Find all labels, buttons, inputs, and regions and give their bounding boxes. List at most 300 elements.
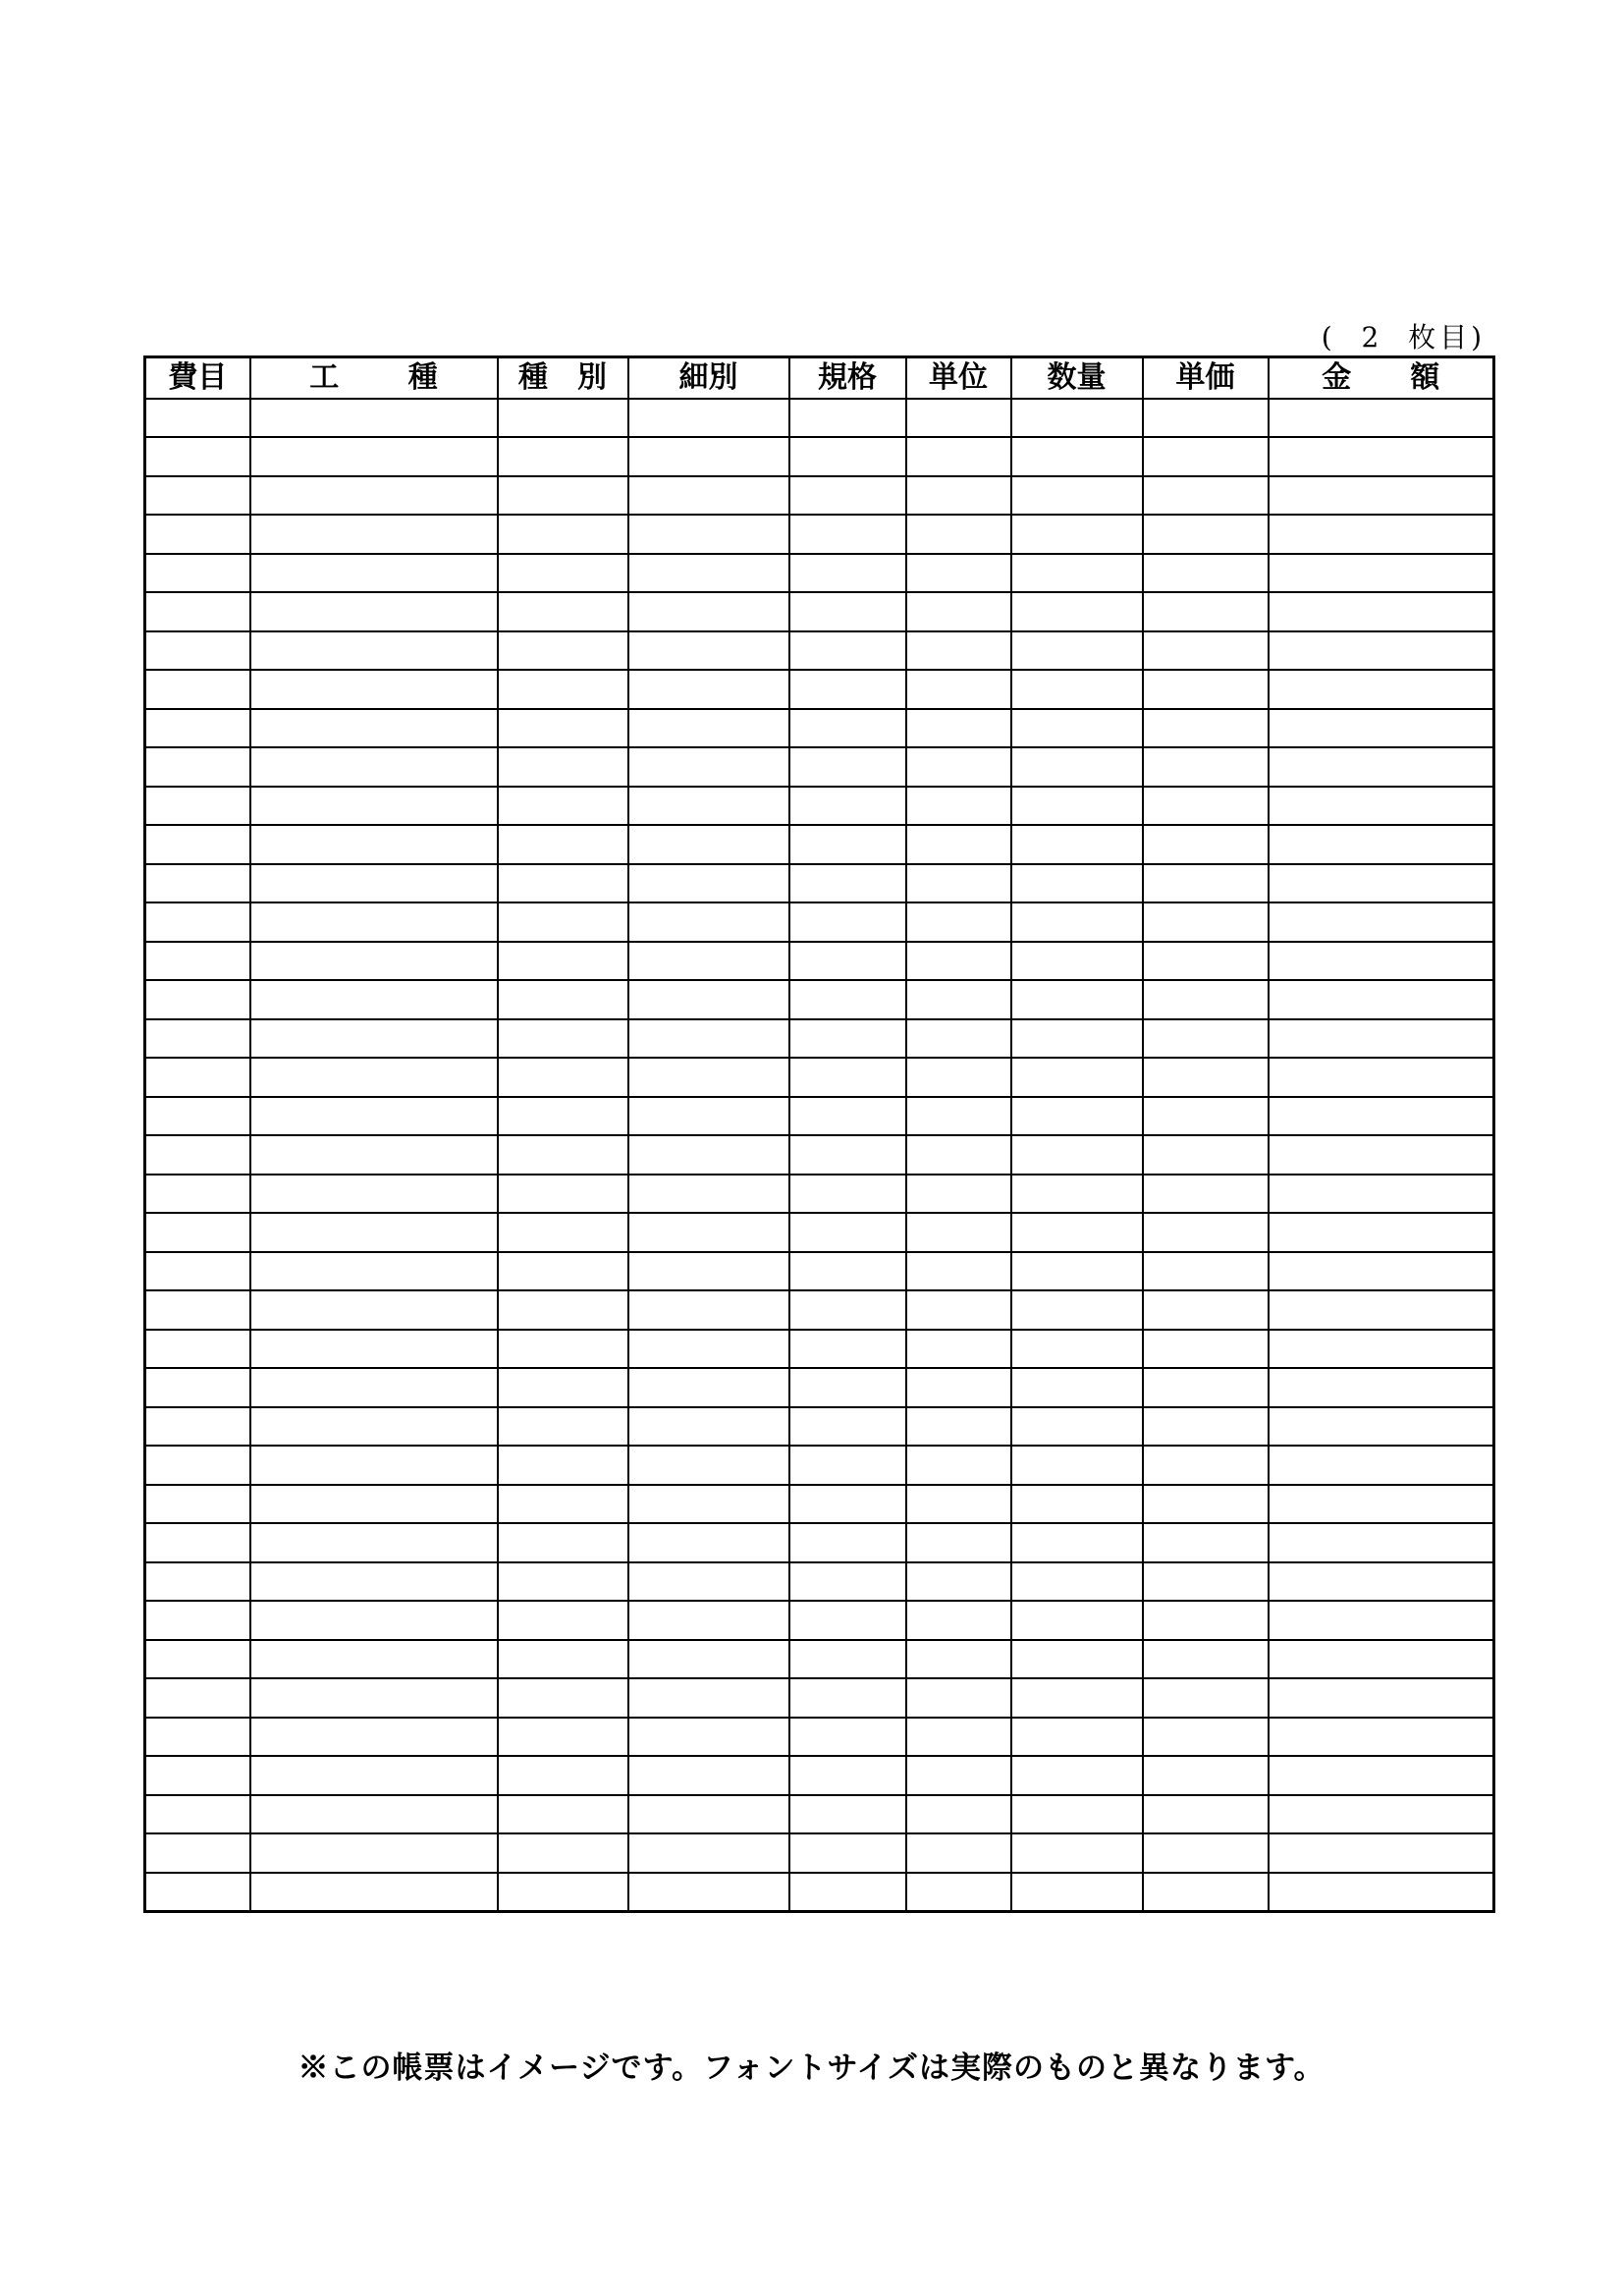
table-cell[interactable] [1269, 1407, 1494, 1447]
table-cell[interactable] [1011, 1213, 1143, 1252]
table-cell[interactable] [1011, 476, 1143, 516]
table-cell[interactable] [628, 1252, 789, 1291]
table-cell[interactable] [906, 1252, 1011, 1291]
table-cell[interactable] [498, 1756, 628, 1795]
table-cell[interactable] [906, 1019, 1011, 1059]
table-cell[interactable] [906, 1795, 1011, 1834]
table-cell[interactable] [145, 1368, 250, 1407]
table-cell[interactable] [789, 399, 906, 438]
table-cell[interactable] [789, 1873, 906, 1912]
table-cell[interactable] [498, 825, 628, 864]
table-cell[interactable] [1269, 476, 1494, 516]
table-cell[interactable] [628, 1368, 789, 1407]
table-cell[interactable] [906, 1485, 1011, 1524]
table-cell[interactable] [498, 1485, 628, 1524]
table-cell[interactable] [1143, 709, 1269, 748]
table-cell[interactable] [498, 864, 628, 903]
table-cell[interactable] [250, 1058, 498, 1097]
table-cell[interactable] [498, 1135, 628, 1175]
table-cell[interactable] [250, 1833, 498, 1873]
table-cell[interactable] [1011, 787, 1143, 826]
table-cell[interactable] [250, 1640, 498, 1679]
table-cell[interactable] [145, 1407, 250, 1447]
table-cell[interactable] [1269, 1135, 1494, 1175]
table-cell[interactable] [498, 902, 628, 942]
table-cell[interactable] [145, 787, 250, 826]
table-cell[interactable] [1143, 1795, 1269, 1834]
table-cell[interactable] [250, 1330, 498, 1369]
table-cell[interactable] [906, 1446, 1011, 1485]
table-cell[interactable] [498, 1562, 628, 1602]
table-cell[interactable] [1143, 1019, 1269, 1059]
table-cell[interactable] [628, 942, 789, 981]
table-cell[interactable] [145, 670, 250, 709]
table-cell[interactable] [1143, 1058, 1269, 1097]
table-cell[interactable] [1269, 1795, 1494, 1834]
table-cell[interactable] [1269, 1601, 1494, 1640]
table-cell[interactable] [1269, 747, 1494, 787]
table-cell[interactable] [498, 1523, 628, 1562]
table-cell[interactable] [1011, 592, 1143, 631]
table-cell[interactable] [1143, 787, 1269, 826]
table-cell[interactable] [906, 1407, 1011, 1447]
table-cell[interactable] [789, 864, 906, 903]
table-cell[interactable] [789, 1756, 906, 1795]
table-cell[interactable] [498, 980, 628, 1019]
table-cell[interactable] [906, 670, 1011, 709]
table-cell[interactable] [1143, 1175, 1269, 1214]
table-cell[interactable] [906, 942, 1011, 981]
table-cell[interactable] [1143, 1601, 1269, 1640]
table-cell[interactable] [789, 1058, 906, 1097]
table-cell[interactable] [1011, 825, 1143, 864]
table-cell[interactable] [1011, 942, 1143, 981]
table-cell[interactable] [789, 709, 906, 748]
table-cell[interactable] [1269, 1330, 1494, 1369]
table-cell[interactable] [1011, 864, 1143, 903]
table-cell[interactable] [1143, 1873, 1269, 1912]
table-cell[interactable] [906, 980, 1011, 1019]
table-cell[interactable] [1269, 399, 1494, 438]
table-cell[interactable] [145, 747, 250, 787]
table-cell[interactable] [1011, 1562, 1143, 1602]
table-cell[interactable] [1011, 1678, 1143, 1718]
table-cell[interactable] [1269, 554, 1494, 593]
table-cell[interactable] [789, 1485, 906, 1524]
table-cell[interactable] [498, 631, 628, 671]
table-cell[interactable] [1269, 1290, 1494, 1330]
table-cell[interactable] [1143, 476, 1269, 516]
table-cell[interactable] [789, 670, 906, 709]
table-cell[interactable] [628, 670, 789, 709]
table-cell[interactable] [250, 980, 498, 1019]
table-cell[interactable] [1143, 747, 1269, 787]
table-cell[interactable] [1011, 1446, 1143, 1485]
table-cell[interactable] [498, 747, 628, 787]
table-cell[interactable] [628, 1640, 789, 1679]
table-cell[interactable] [145, 1833, 250, 1873]
table-cell[interactable] [250, 554, 498, 593]
table-cell[interactable] [789, 1175, 906, 1214]
table-cell[interactable] [906, 1368, 1011, 1407]
table-cell[interactable] [250, 1795, 498, 1834]
table-cell[interactable] [1269, 864, 1494, 903]
table-cell[interactable] [906, 747, 1011, 787]
table-cell[interactable] [1269, 1756, 1494, 1795]
table-cell[interactable] [250, 1368, 498, 1407]
table-cell[interactable] [1143, 1523, 1269, 1562]
table-cell[interactable] [250, 787, 498, 826]
table-cell[interactable] [1269, 825, 1494, 864]
table-cell[interactable] [906, 1678, 1011, 1718]
table-cell[interactable] [1269, 980, 1494, 1019]
table-cell[interactable] [1011, 399, 1143, 438]
table-cell[interactable] [498, 787, 628, 826]
table-cell[interactable] [906, 1097, 1011, 1136]
table-cell[interactable] [1143, 1097, 1269, 1136]
table-cell[interactable] [1011, 747, 1143, 787]
table-cell[interactable] [789, 1678, 906, 1718]
table-cell[interactable] [145, 1330, 250, 1369]
table-cell[interactable] [1011, 980, 1143, 1019]
table-cell[interactable] [628, 787, 789, 826]
table-cell[interactable] [906, 902, 1011, 942]
table-cell[interactable] [498, 1175, 628, 1214]
table-cell[interactable] [628, 1097, 789, 1136]
table-cell[interactable] [498, 1097, 628, 1136]
table-cell[interactable] [1011, 709, 1143, 748]
table-cell[interactable] [789, 1330, 906, 1369]
table-cell[interactable] [250, 670, 498, 709]
table-cell[interactable] [789, 787, 906, 826]
table-cell[interactable] [250, 709, 498, 748]
table-cell[interactable] [250, 437, 498, 476]
table-cell[interactable] [1269, 709, 1494, 748]
table-cell[interactable] [628, 399, 789, 438]
table-cell[interactable] [628, 902, 789, 942]
table-cell[interactable] [498, 1833, 628, 1873]
table-cell[interactable] [1143, 1252, 1269, 1291]
table-cell[interactable] [1269, 1873, 1494, 1912]
table-cell[interactable] [1143, 1718, 1269, 1757]
table-cell[interactable] [250, 631, 498, 671]
table-cell[interactable] [1269, 592, 1494, 631]
table-cell[interactable] [250, 1756, 498, 1795]
table-cell[interactable] [1011, 1368, 1143, 1407]
table-cell[interactable] [498, 670, 628, 709]
table-cell[interactable] [145, 1640, 250, 1679]
table-cell[interactable] [250, 592, 498, 631]
table-cell[interactable] [628, 1718, 789, 1757]
table-cell[interactable] [250, 1523, 498, 1562]
table-cell[interactable] [498, 399, 628, 438]
table-cell[interactable] [250, 1562, 498, 1602]
table-cell[interactable] [145, 515, 250, 554]
table-cell[interactable] [250, 825, 498, 864]
table-cell[interactable] [145, 1795, 250, 1834]
table-cell[interactable] [906, 437, 1011, 476]
table-cell[interactable] [1269, 1718, 1494, 1757]
table-cell[interactable] [1143, 1446, 1269, 1485]
table-cell[interactable] [498, 1330, 628, 1369]
table-cell[interactable] [145, 1678, 250, 1718]
table-cell[interactable] [1011, 1097, 1143, 1136]
table-cell[interactable] [628, 1213, 789, 1252]
table-cell[interactable] [1011, 670, 1143, 709]
table-cell[interactable] [1143, 1562, 1269, 1602]
table-cell[interactable] [1011, 1873, 1143, 1912]
table-cell[interactable] [906, 709, 1011, 748]
table-cell[interactable] [789, 1446, 906, 1485]
table-cell[interactable] [498, 942, 628, 981]
table-cell[interactable] [250, 1407, 498, 1447]
table-cell[interactable] [789, 1601, 906, 1640]
table-cell[interactable] [145, 1523, 250, 1562]
table-cell[interactable] [906, 787, 1011, 826]
table-cell[interactable] [498, 1446, 628, 1485]
table-cell[interactable] [1011, 1795, 1143, 1834]
table-cell[interactable] [498, 1252, 628, 1291]
table-cell[interactable] [1011, 631, 1143, 671]
table-cell[interactable] [1143, 515, 1269, 554]
table-cell[interactable] [628, 1873, 789, 1912]
table-cell[interactable] [1011, 1485, 1143, 1524]
table-cell[interactable] [498, 1019, 628, 1059]
table-cell[interactable] [498, 1368, 628, 1407]
table-cell[interactable] [1269, 1058, 1494, 1097]
table-cell[interactable] [1011, 515, 1143, 554]
table-cell[interactable] [1143, 1290, 1269, 1330]
table-cell[interactable] [250, 1718, 498, 1757]
table-cell[interactable] [1011, 1330, 1143, 1369]
table-cell[interactable] [906, 1523, 1011, 1562]
table-cell[interactable] [789, 902, 906, 942]
table-cell[interactable] [145, 437, 250, 476]
table-cell[interactable] [1269, 1368, 1494, 1407]
table-cell[interactable] [628, 1058, 789, 1097]
table-cell[interactable] [789, 1097, 906, 1136]
table-cell[interactable] [628, 864, 789, 903]
table-cell[interactable] [1269, 1562, 1494, 1602]
table-cell[interactable] [498, 437, 628, 476]
table-cell[interactable] [906, 1756, 1011, 1795]
table-cell[interactable] [145, 592, 250, 631]
table-cell[interactable] [1269, 437, 1494, 476]
table-cell[interactable] [789, 1213, 906, 1252]
table-cell[interactable] [906, 631, 1011, 671]
table-cell[interactable] [906, 1213, 1011, 1252]
table-cell[interactable] [498, 1058, 628, 1097]
table-cell[interactable] [145, 942, 250, 981]
table-cell[interactable] [1143, 1833, 1269, 1873]
table-cell[interactable] [1269, 1446, 1494, 1485]
table-cell[interactable] [1143, 1213, 1269, 1252]
table-cell[interactable] [498, 1213, 628, 1252]
table-cell[interactable] [789, 631, 906, 671]
table-cell[interactable] [145, 1252, 250, 1291]
table-cell[interactable] [250, 902, 498, 942]
table-cell[interactable] [906, 399, 1011, 438]
table-cell[interactable] [1143, 592, 1269, 631]
table-cell[interactable] [1011, 1718, 1143, 1757]
table-cell[interactable] [789, 476, 906, 516]
table-cell[interactable] [1011, 1407, 1143, 1447]
table-cell[interactable] [1143, 825, 1269, 864]
table-cell[interactable] [145, 1873, 250, 1912]
table-cell[interactable] [628, 1175, 789, 1214]
table-cell[interactable] [1011, 1175, 1143, 1214]
table-cell[interactable] [250, 399, 498, 438]
table-cell[interactable] [145, 1756, 250, 1795]
table-cell[interactable] [906, 1330, 1011, 1369]
table-cell[interactable] [906, 825, 1011, 864]
table-cell[interactable] [628, 592, 789, 631]
table-cell[interactable] [628, 515, 789, 554]
table-cell[interactable] [789, 1019, 906, 1059]
table-cell[interactable] [250, 1019, 498, 1059]
table-cell[interactable] [1011, 1290, 1143, 1330]
table-cell[interactable] [145, 554, 250, 593]
table-cell[interactable] [498, 476, 628, 516]
table-cell[interactable] [1269, 1213, 1494, 1252]
table-cell[interactable] [628, 1833, 789, 1873]
table-cell[interactable] [628, 747, 789, 787]
table-cell[interactable] [1269, 1833, 1494, 1873]
table-cell[interactable] [145, 1175, 250, 1214]
table-cell[interactable] [250, 1446, 498, 1485]
table-cell[interactable] [1269, 1523, 1494, 1562]
table-cell[interactable] [789, 1718, 906, 1757]
table-cell[interactable] [145, 1601, 250, 1640]
table-cell[interactable] [250, 476, 498, 516]
table-cell[interactable] [1143, 1330, 1269, 1369]
table-cell[interactable] [628, 1446, 789, 1485]
table-cell[interactable] [1143, 1756, 1269, 1795]
table-cell[interactable] [789, 554, 906, 593]
table-cell[interactable] [250, 1135, 498, 1175]
table-cell[interactable] [145, 399, 250, 438]
table-cell[interactable] [906, 1290, 1011, 1330]
table-cell[interactable] [906, 554, 1011, 593]
table-cell[interactable] [906, 864, 1011, 903]
table-cell[interactable] [498, 1678, 628, 1718]
table-cell[interactable] [628, 1135, 789, 1175]
table-cell[interactable] [250, 1097, 498, 1136]
table-cell[interactable] [628, 825, 789, 864]
table-cell[interactable] [1269, 1485, 1494, 1524]
table-cell[interactable] [498, 1601, 628, 1640]
table-cell[interactable] [145, 980, 250, 1019]
table-cell[interactable] [1011, 1058, 1143, 1097]
table-cell[interactable] [498, 1640, 628, 1679]
table-cell[interactable] [628, 1601, 789, 1640]
table-cell[interactable] [789, 1135, 906, 1175]
table-cell[interactable] [906, 1058, 1011, 1097]
table-cell[interactable] [145, 1097, 250, 1136]
table-cell[interactable] [145, 1485, 250, 1524]
table-cell[interactable] [1011, 437, 1143, 476]
table-cell[interactable] [789, 1407, 906, 1447]
table-cell[interactable] [250, 1601, 498, 1640]
table-cell[interactable] [145, 1135, 250, 1175]
table-cell[interactable] [789, 1795, 906, 1834]
table-cell[interactable] [1143, 437, 1269, 476]
table-cell[interactable] [789, 1833, 906, 1873]
table-cell[interactable] [906, 1562, 1011, 1602]
table-cell[interactable] [1011, 1601, 1143, 1640]
table-cell[interactable] [1269, 942, 1494, 981]
table-cell[interactable] [250, 1678, 498, 1718]
table-cell[interactable] [145, 825, 250, 864]
table-cell[interactable] [1011, 1252, 1143, 1291]
table-cell[interactable] [145, 902, 250, 942]
table-cell[interactable] [628, 1523, 789, 1562]
table-cell[interactable] [789, 1523, 906, 1562]
table-cell[interactable] [1011, 554, 1143, 593]
table-cell[interactable] [1269, 1640, 1494, 1679]
table-cell[interactable] [1011, 1019, 1143, 1059]
table-cell[interactable] [1143, 1135, 1269, 1175]
table-cell[interactable] [1269, 1252, 1494, 1291]
table-cell[interactable] [145, 709, 250, 748]
table-cell[interactable] [1269, 1097, 1494, 1136]
table-cell[interactable] [789, 437, 906, 476]
table-cell[interactable] [1269, 902, 1494, 942]
table-cell[interactable] [1269, 1678, 1494, 1718]
table-cell[interactable] [1143, 1640, 1269, 1679]
table-cell[interactable] [250, 1290, 498, 1330]
table-cell[interactable] [789, 825, 906, 864]
table-cell[interactable] [145, 1446, 250, 1485]
table-cell[interactable] [906, 1175, 1011, 1214]
table-cell[interactable] [906, 1640, 1011, 1679]
table-cell[interactable] [498, 1795, 628, 1834]
table-cell[interactable] [145, 1290, 250, 1330]
table-cell[interactable] [250, 1252, 498, 1291]
table-cell[interactable] [498, 1873, 628, 1912]
table-cell[interactable] [1143, 554, 1269, 593]
table-cell[interactable] [1011, 1523, 1143, 1562]
table-cell[interactable] [498, 515, 628, 554]
table-cell[interactable] [1269, 670, 1494, 709]
table-cell[interactable] [628, 980, 789, 1019]
table-cell[interactable] [1269, 515, 1494, 554]
table-cell[interactable] [1143, 1407, 1269, 1447]
table-cell[interactable] [789, 1562, 906, 1602]
table-cell[interactable] [250, 1213, 498, 1252]
table-cell[interactable] [628, 1019, 789, 1059]
table-cell[interactable] [789, 980, 906, 1019]
table-cell[interactable] [789, 747, 906, 787]
table-cell[interactable] [906, 1601, 1011, 1640]
table-cell[interactable] [1269, 787, 1494, 826]
table-cell[interactable] [906, 1873, 1011, 1912]
table-cell[interactable] [145, 1058, 250, 1097]
table-cell[interactable] [1143, 399, 1269, 438]
table-cell[interactable] [498, 554, 628, 593]
table-cell[interactable] [1143, 670, 1269, 709]
table-cell[interactable] [498, 592, 628, 631]
table-cell[interactable] [628, 1407, 789, 1447]
table-cell[interactable] [1011, 1135, 1143, 1175]
table-cell[interactable] [906, 476, 1011, 516]
table-cell[interactable] [145, 631, 250, 671]
table-cell[interactable] [628, 1330, 789, 1369]
table-cell[interactable] [789, 1368, 906, 1407]
table-cell[interactable] [145, 1562, 250, 1602]
table-cell[interactable] [789, 515, 906, 554]
table-cell[interactable] [250, 1485, 498, 1524]
